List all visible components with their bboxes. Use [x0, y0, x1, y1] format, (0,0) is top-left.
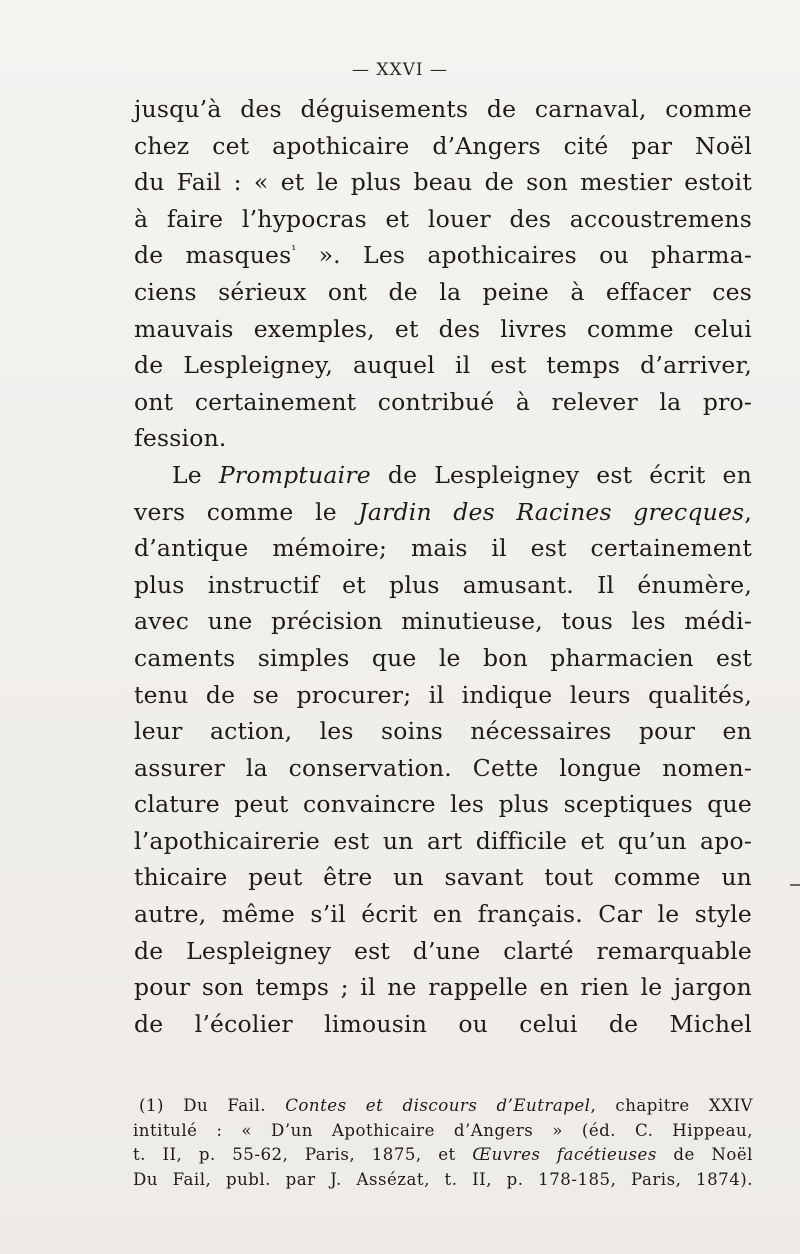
text-line: fession. [134, 424, 227, 453]
text-line: à faire l’hypocras et louer des accoustremens [134, 204, 752, 233]
text-line: mauvais exemples, et des livres comme celui [134, 314, 752, 343]
page-edge-mark [790, 884, 800, 886]
footnote-line: t. II, p. 55-62, Paris, 1875, et Œuvres facétieuses de Noël [133, 1145, 753, 1164]
main-text-block [134, 91, 752, 1042]
text-line-promptuaire: Le Promptuaire de Lespleigney est écrit en [172, 460, 752, 489]
text-line: plus instructif et plus amusant. Il énumère, [134, 570, 752, 599]
text-line: de Lespleigney est d’une clarté remarquable [134, 936, 752, 965]
footnote-line: intitulé : « D’un Apothicaire d’Angers » (éd. C. Hippeau, [133, 1120, 753, 1140]
text-line: de l’écolier limousin ou celui de Michel [134, 1009, 752, 1038]
text-line: pour son temps ; il ne rappelle en rien le jargon [134, 973, 752, 1002]
text-line: du Fail : « et le plus beau de son mestier estoit [134, 168, 752, 197]
text-line: de Lespleigney, auquel il est temps d’arriver, [134, 351, 752, 380]
text-line: thicaire peut être un savant tout comme un [134, 863, 752, 892]
footnotes [133, 1094, 753, 1192]
text-line: de masques$^{^1}$ ». Les apothicaires ou pharma- [134, 241, 752, 270]
text-line: caments simples que le bon pharmacien est [134, 643, 752, 672]
footnote-line: (1) Du Fail. Contes et discours d’Eutrapel, chapitre XXIV [139, 1096, 754, 1115]
text-line: avec une précision minutieuse, tous les médi- [134, 607, 752, 636]
text-line: clature peut convaincre les plus sceptiques que [134, 790, 752, 819]
footnote-line: Du Fail, publ. par J. Assézat, t. II, p. 178-185, Paris, 1874). [133, 1169, 753, 1189]
text-line: jusqu’à des déguisements de carnaval, comme [134, 95, 752, 123]
text-line: tenu de se procurer; il indique leurs qualités, [134, 680, 752, 709]
text-line: ciens sérieux ont de la peine à effacer ces [134, 277, 752, 306]
text-line: l’apothicairerie est un art difficile et qu’un apo- [134, 826, 752, 855]
text-line: chez cet apothicaire d’Angers cité par Noël [134, 131, 752, 160]
text-line-jardin: vers comme le Jardin des Racines grecques, [134, 497, 752, 526]
page-number-header: — XXVI — [351, 60, 448, 80]
text-line: autre, même s’il écrit en français. Car le style [134, 900, 752, 929]
text-line: d’antique mémoire; mais il est certainement [134, 534, 752, 563]
text-line: ont certainement contribué à relever la pro- [134, 387, 752, 416]
text-line: assurer la conservation. Cette longue nomen- [134, 753, 752, 782]
text-line: leur action, les soins nécessaires pour en [134, 717, 752, 746]
